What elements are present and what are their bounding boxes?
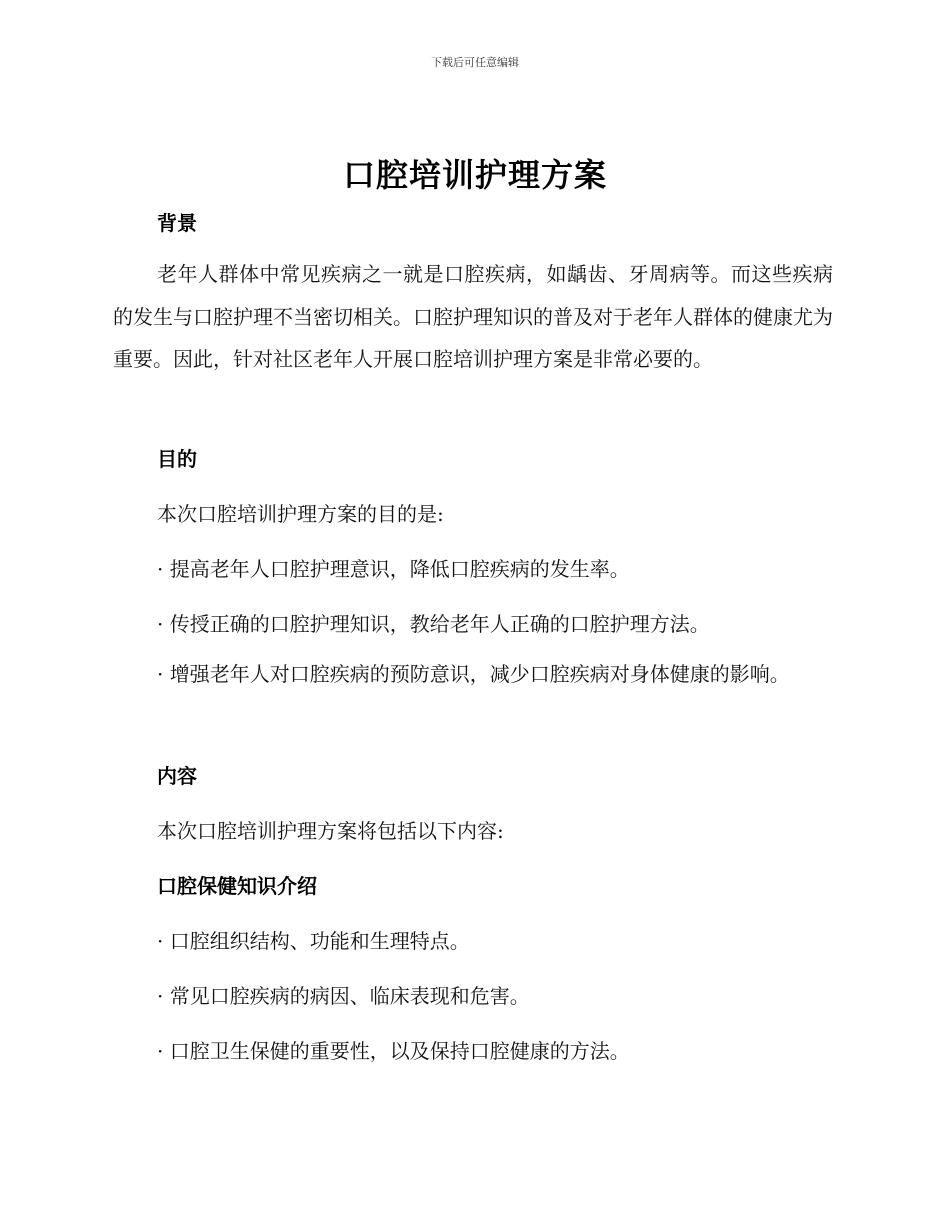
content-list-item: · 常见口腔疾病的病因、临床表现和危害。 — [157, 984, 530, 1008]
section-heading-purpose: 目的 — [157, 447, 197, 471]
content-intro: 本次口腔培训护理方案将包括以下内容: — [157, 819, 504, 843]
purpose-list-item: · 提高老年人口腔护理意识，降低口腔疾病的发生率。 — [157, 557, 630, 581]
purpose-list-item: · 增强老年人对口腔疾病的预防意识，减少口腔疾病对身体健康的影响。 — [157, 662, 790, 686]
purpose-list-item: · 传授正确的口腔护理知识，教给老年人正确的口腔护理方法。 — [157, 612, 710, 636]
content-list-item: · 口腔组织结构、功能和生理特点。 — [157, 929, 470, 953]
background-paragraph: 老年人群体中常见疾病之一就是口腔疾病，如龋齿、牙周病等。而这些疾病的发生与口腔护理不当密切相关。口腔护理知识的普及对于老年人群体的健康尤为重要。因此，针对社区老年人开展口腔培训护理方案是非常必要的。 — [113, 262, 833, 371]
document-title: 口腔培训护理方案 — [342, 156, 607, 194]
section-heading-content: 内容 — [157, 764, 197, 788]
content-list-item: · 口腔卫生保健的重要性，以及保持口腔健康的方法。 — [157, 1039, 630, 1063]
subheading-oral-health-knowledge: 口腔保健知识介绍 — [157, 874, 317, 898]
section-heading-background: 背景 — [157, 211, 197, 235]
header-note: 下载后可任意编辑 — [431, 56, 519, 69]
purpose-intro: 本次口腔培训护理方案的目的是: — [157, 502, 444, 526]
